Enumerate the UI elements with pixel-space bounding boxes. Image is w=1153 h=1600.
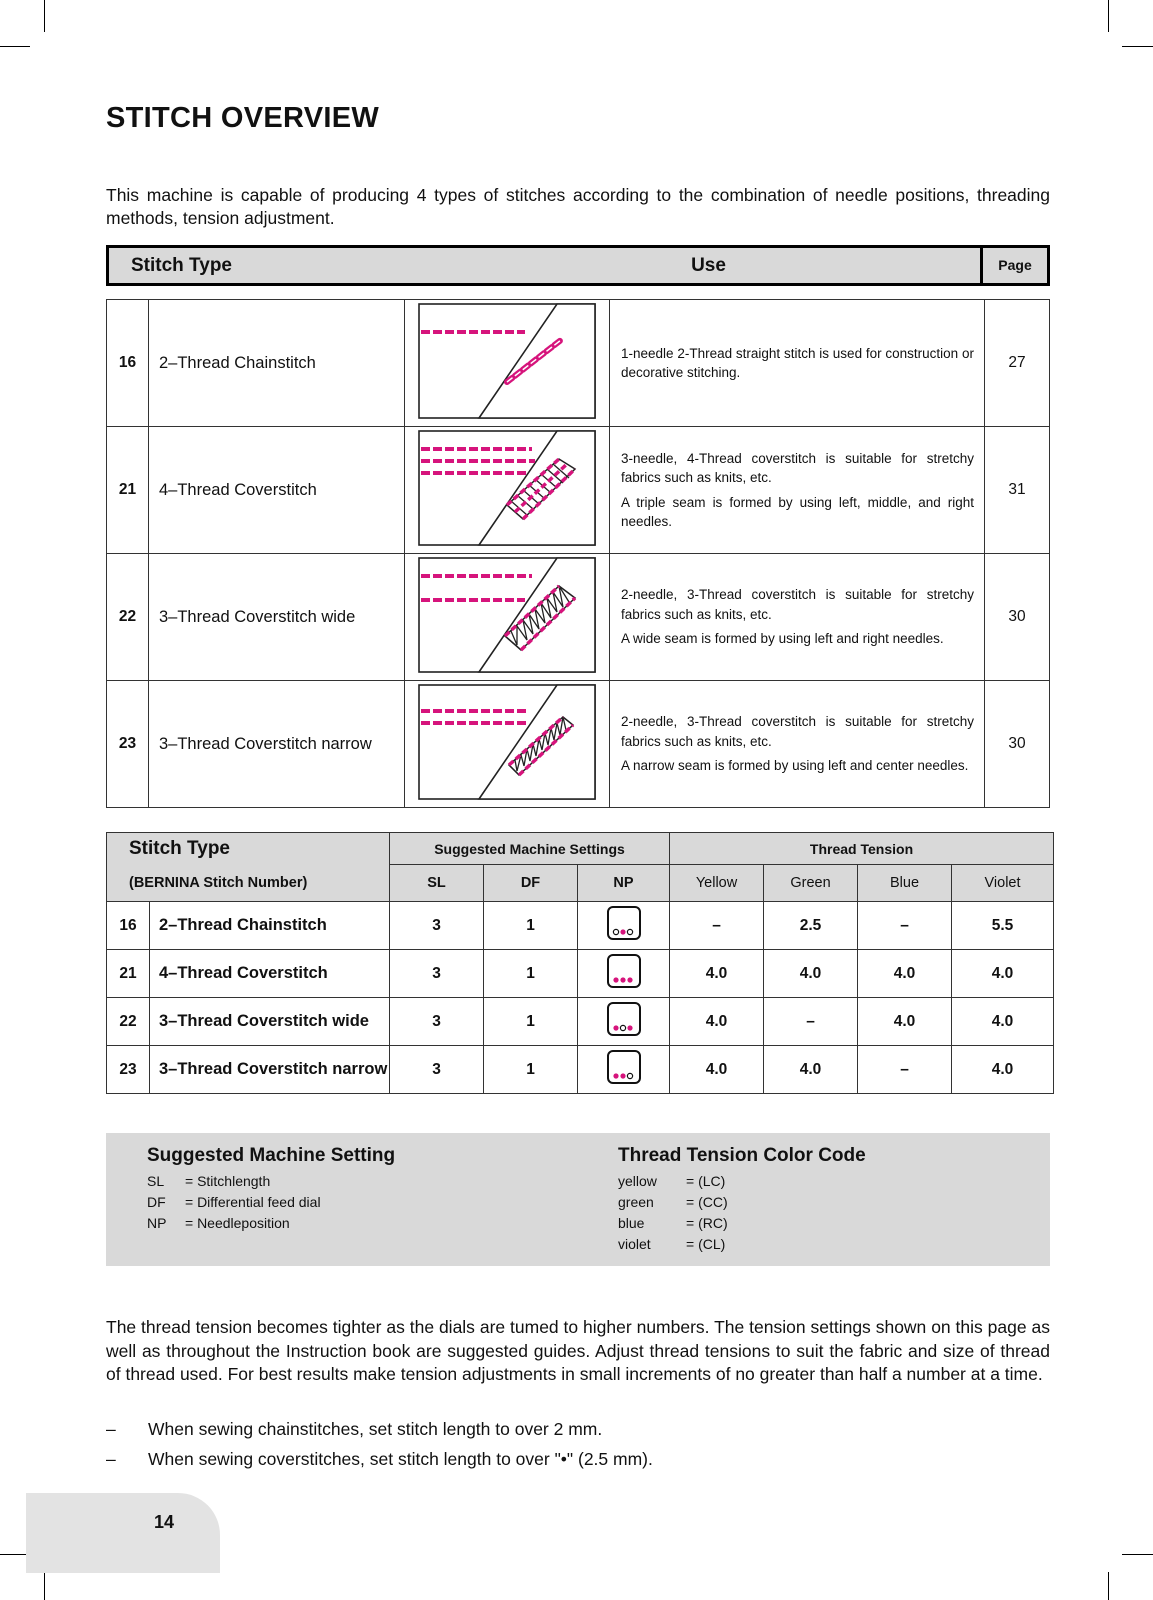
df-value: 1 (484, 902, 578, 950)
np-header: NP (578, 865, 670, 902)
crop-mark (1122, 1554, 1153, 1555)
legend-key: SL (147, 1173, 165, 1189)
stitch-name: 4–Thread Coverstitch (150, 950, 390, 998)
blue-value: 4.0 (858, 950, 952, 998)
stitch-number: 21 (107, 950, 150, 998)
machine-settings-header: Suggested Machine Settings (390, 833, 670, 865)
legend-title: Suggested Machine Setting (147, 1145, 396, 1166)
table-row (107, 998, 1054, 1046)
legend-key: blue (618, 1215, 645, 1231)
np-cell (578, 902, 670, 950)
violet-value: 4.0 (952, 998, 1054, 1046)
stitch-name: 3–Thread Coverstitch wide (149, 554, 405, 681)
green-value: – (764, 998, 858, 1046)
sl-value: 3 (390, 1046, 484, 1094)
table-row (107, 902, 1054, 950)
df-value: 1 (484, 998, 578, 1046)
stitch-number: 23 (107, 681, 149, 808)
sl-value: 3 (390, 950, 484, 998)
yellow-value: – (670, 902, 764, 950)
violet-value: 4.0 (952, 950, 1054, 998)
legend-row (618, 1234, 866, 1255)
green-value: 2.5 (764, 902, 858, 950)
intro-text: This machine is capable of producing 4 types of stitches according to the combination of needle positions, threading methods, tension adjustment. (106, 185, 1050, 228)
stitch-number: 16 (107, 300, 149, 427)
crop-mark (1108, 1572, 1109, 1600)
stitch-name: 3–Thread Coverstitch narrow (150, 1046, 390, 1094)
stitch-number: 22 (107, 554, 149, 681)
coverstitch-4-thread-diagram-icon (417, 429, 597, 547)
legend-value: = (LC) (686, 1173, 726, 1189)
violet-value: 4.0 (952, 1046, 1054, 1094)
stitch-name: 4–Thread Coverstitch (149, 427, 405, 554)
stitch-use (610, 427, 985, 554)
list-item (106, 1445, 1050, 1475)
crop-mark (44, 0, 45, 32)
use-text: 3-needle, 4-Thread coverstitch is suitable for stretchy fabrics such as knits, etc. (621, 450, 974, 485)
tension-paragraph: The thread tension becomes tighter as the dials are tumed to higher numbers. The tension settings shown on this page as well as throughout the Instruction book are suggested guides. Adjust thread tensions to suit the fabric and size of thread of thread used. For best results make tension adjustments in small increments of no greater than half a number at a time. (106, 1317, 1050, 1384)
stitch-illustration (405, 300, 610, 427)
bullet-dash: – (106, 1448, 116, 1469)
stitch-number: 21 (107, 427, 149, 554)
green-header: Green (764, 865, 858, 902)
legend-row (618, 1213, 866, 1234)
stitch-page: 30 (985, 681, 1050, 808)
blue-value: – (858, 1046, 952, 1094)
legend-row (147, 1192, 395, 1213)
crop-mark (1122, 46, 1153, 47)
table-row (107, 1046, 1054, 1094)
needle-position-icon (606, 953, 642, 989)
stitch-name: 3–Thread Coverstitch wide (150, 998, 390, 1046)
use-text: A narrow seam is formed by using left and center needles. (621, 758, 969, 774)
list-item (106, 1415, 1050, 1445)
crop-mark (44, 1572, 45, 1600)
stitch-use (610, 554, 985, 681)
df-value: 1 (484, 1046, 578, 1094)
legend-value: = (CL) (686, 1236, 726, 1252)
stitch-name: 2–Thread Chainstitch (150, 902, 390, 950)
np-cell (578, 998, 670, 1046)
legend-key: green (618, 1194, 654, 1210)
sl-value: 3 (390, 998, 484, 1046)
yellow-value: 4.0 (670, 998, 764, 1046)
coverstitch-narrow-diagram-icon (417, 683, 597, 801)
violet-value: 5.5 (952, 902, 1054, 950)
stitch-number-header: (BERNINA Stitch Number) (107, 865, 390, 902)
use-text: 2-needle, 3-Thread coverstitch is suitable for stretchy fabrics such as knits, etc. (621, 714, 974, 749)
np-cell (578, 1046, 670, 1094)
needle-position-icon (606, 1049, 642, 1085)
table-row (107, 300, 1050, 427)
legend-row (618, 1171, 866, 1192)
stitch-page: 30 (985, 554, 1050, 681)
legend-key: yellow (618, 1173, 657, 1189)
legend-value: = Differential feed dial (185, 1194, 321, 1210)
list-item-text: When sewing chainstitches, set stitch length to over 2 mm. (148, 1419, 603, 1439)
stitch-page: 31 (985, 427, 1050, 554)
page-number-tab (26, 1493, 220, 1573)
legend-row (147, 1213, 395, 1234)
legend-title: Thread Tension Color Code (618, 1145, 866, 1166)
table-row (107, 681, 1050, 808)
stitch-number: 16 (107, 902, 150, 950)
sl-header: SL (390, 865, 484, 902)
color-code-legend (618, 1145, 866, 1255)
green-value: 4.0 (764, 950, 858, 998)
legend-key: violet (618, 1236, 651, 1252)
notes-list (106, 1415, 1050, 1474)
machine-setting-legend (147, 1145, 395, 1234)
yellow-value: 4.0 (670, 950, 764, 998)
df-value: 1 (484, 950, 578, 998)
table-row (107, 427, 1050, 554)
legend-value: = (CC) (686, 1194, 728, 1210)
stitch-name: 3–Thread Coverstitch narrow (149, 681, 405, 808)
stitch-illustration (405, 427, 610, 554)
stitch-use (610, 681, 985, 808)
yellow-value: 4.0 (670, 1046, 764, 1094)
stitch-number: 23 (107, 1046, 150, 1094)
sl-value: 3 (390, 902, 484, 950)
legend-key: NP (147, 1215, 167, 1231)
legend-box (106, 1133, 1050, 1266)
use-text: 1-needle 2-Thread straight stitch is used for construction or decorative stitching. (621, 345, 974, 380)
overview-header (106, 245, 1050, 286)
blue-value: – (858, 902, 952, 950)
stitch-overview-table (106, 299, 1050, 808)
stitch-illustration (405, 554, 610, 681)
legend-key: DF (147, 1194, 166, 1210)
list-item-text: When sewing coverstitches, set stitch length to over "•" (2.5 mm). (148, 1448, 653, 1469)
thread-tension-header: Thread Tension (670, 833, 1054, 865)
legend-value: = Needleposition (185, 1215, 290, 1231)
stitch-name: 2–Thread Chainstitch (149, 300, 405, 427)
table-row (107, 950, 1054, 998)
chainstitch-diagram-icon (417, 302, 597, 420)
page-title: STITCH OVERVIEW (106, 102, 380, 134)
settings-stitch-type-header: Stitch Type (107, 833, 390, 865)
yellow-header: Yellow (670, 865, 764, 902)
table-row (107, 554, 1050, 681)
np-cell (578, 950, 670, 998)
green-value: 4.0 (764, 1046, 858, 1094)
crop-mark (1108, 0, 1109, 32)
stitch-illustration (405, 681, 610, 808)
legend-row (147, 1171, 395, 1192)
coverstitch-wide-diagram-icon (417, 556, 597, 674)
legend-value: = (RC) (686, 1215, 728, 1231)
blue-header: Blue (858, 865, 952, 902)
blue-value: 4.0 (858, 998, 952, 1046)
needle-position-icon (606, 905, 642, 941)
use-text: 2-needle, 3-Thread coverstitch is suitable for stretchy fabrics such as knits, etc. (621, 587, 974, 622)
df-header: DF (484, 865, 578, 902)
page-number: 14 (154, 1512, 175, 1532)
stitch-use (610, 300, 985, 427)
bullet-dash: – (106, 1419, 116, 1439)
use-text: A wide seam is formed by using left and right needles. (621, 631, 944, 647)
header-page: Page (980, 248, 1047, 283)
header-use: Use (691, 255, 726, 276)
needle-position-icon (606, 1001, 642, 1037)
legend-row (618, 1192, 866, 1213)
header-stitch-type: Stitch Type (131, 255, 232, 276)
crop-mark (0, 46, 30, 47)
legend-value: = Stitchlength (185, 1173, 271, 1189)
stitch-number: 22 (107, 998, 150, 1046)
use-text: A triple seam is formed by using left, middle, and right needles. (621, 494, 974, 529)
machine-settings-table (106, 832, 1054, 1094)
stitch-page: 27 (985, 300, 1050, 427)
violet-header: Violet (952, 865, 1054, 902)
